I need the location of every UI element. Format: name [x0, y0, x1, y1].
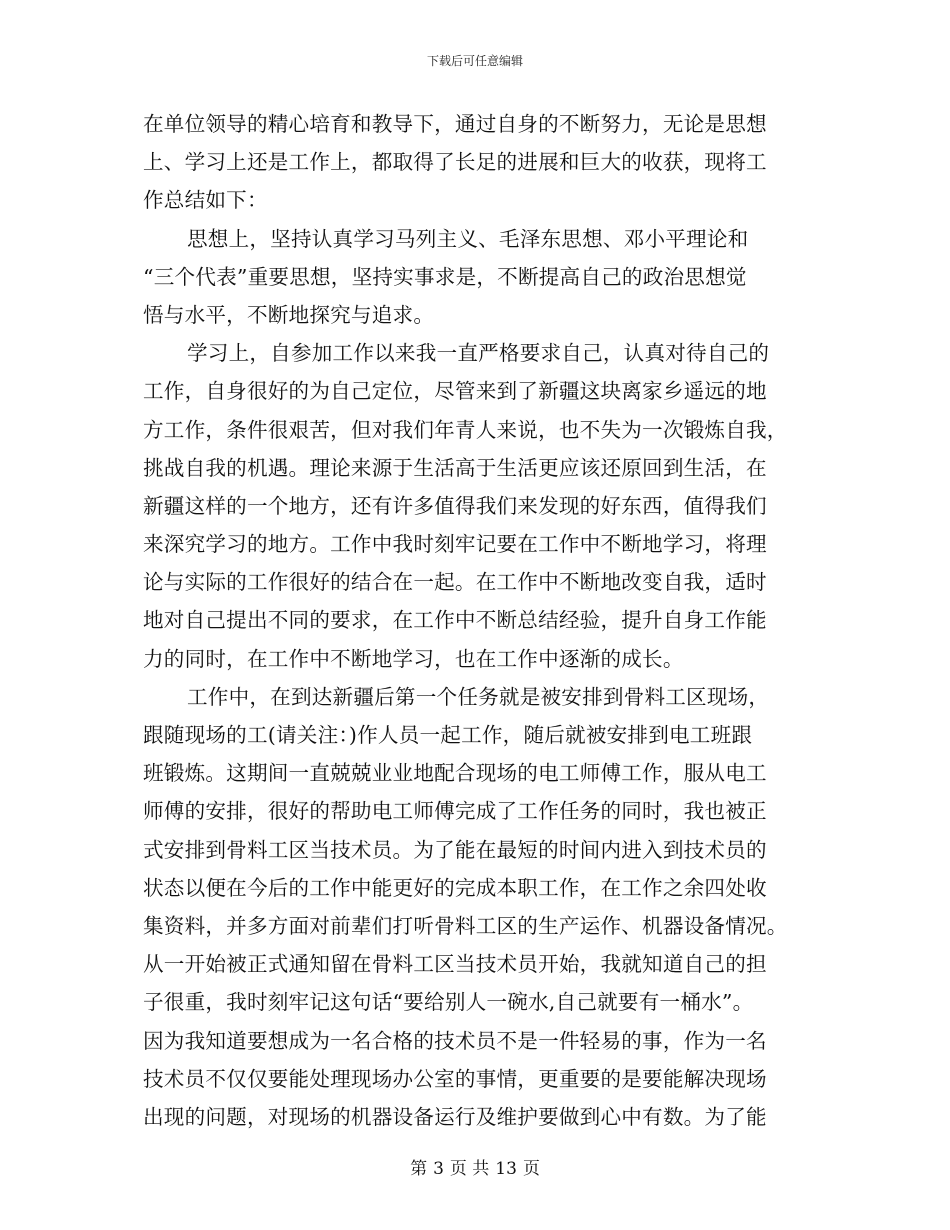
body-line: 方工作，条件很艰苦，但对我们年青人来说，也不失为一次锻炼自我， — [143, 417, 788, 442]
page-label-suffix: 页 — [522, 1159, 540, 1179]
body-line: 从一开始被正式通知留在骨料工区当技术员开始，我就知道自己的担 — [143, 952, 767, 977]
body-line: 来深究学习的地方。工作中我时刻牢记要在工作中不断地学习，将理 — [143, 532, 767, 557]
body-line: 新疆这样的一个地方，还有许多值得我们来发现的好东西，值得我们 — [143, 493, 767, 518]
body-line: 思想上，坚持认真学习马列主义、毛泽东思想、邓小平理论和 — [187, 226, 749, 251]
page-current-number: 3 — [433, 1159, 444, 1179]
page-label-prefix: 第 — [410, 1159, 428, 1179]
body-line: 悟与水平，不断地探究与追求。 — [143, 302, 435, 327]
page-label-mid: 页 共 — [449, 1159, 490, 1179]
body-line: 在单位领导的精心培育和教导下，通过自身的不断努力，无论是思想 — [143, 112, 767, 136]
page-header: 下载后可任意编辑 — [426, 54, 523, 68]
body-line: 工作，自身很好的为自己定位，尽管来到了新疆这块离家乡遥远的地 — [143, 379, 767, 404]
body-line: 学习上，自参加工作以来我一直严格要求自己，认真对待自己的 — [187, 341, 770, 366]
body-line: 因为我知道要想成为一名合格的技术员不是一件轻易的事，作为一名 — [143, 1028, 767, 1053]
body-line: 跟随现场的工(请关注：)作人员一起工作，随后就被安排到电工班跟 — [143, 723, 753, 747]
body-line: 状态以便在今后的工作中能更好的完成本职工作，在工作之余四处收 — [143, 875, 767, 900]
body-line: 集资料，并多方面对前辈们打听骨料工区的生产运作、机器设备情况。 — [143, 913, 788, 938]
body-line: 挑战自我的机遇。理论来源于生活高于生活更应该还原回到生活，在 — [143, 455, 767, 480]
body-line: 上、学习上还是工作上，都取得了长足的进展和巨大的收获，现将工 — [143, 150, 767, 175]
page-total-number: 13 — [495, 1159, 517, 1179]
body-line: “三个代表”重要思想，坚持实事求是，不断提高自己的政治思想觉 — [143, 264, 747, 289]
body-line: 出现的问题，对现场的机器设备运行及维护要做到心中有数。为了能 — [143, 1104, 767, 1129]
body-line: 式安排到骨料工区当技术员。为了能在最短的时间内进入到技术员的 — [143, 837, 767, 862]
body-line: 地对自己提出不同的要求，在工作中不断总结经验，提升自身工作能 — [143, 608, 767, 633]
body-line: 子很重，我时刻牢记这句话“要给别人一碗水,自己就要有一桶水”。 — [143, 990, 754, 1015]
body-line: 班锻炼。这期间一直兢兢业业地配合现场的电工师傅工作，服从电工 — [143, 761, 767, 786]
body-line: 力的同时，在工作中不断地学习，也在工作中逐渐的成长。 — [143, 646, 684, 671]
body-line: 工作中，在到达新疆后第一个任务就是被安排到骨料工区现场， — [187, 684, 770, 709]
document-body — [143, 105, 811, 1136]
page-footer — [0, 1154, 950, 1179]
body-line: 师傅的安排，很好的帮助电工师傅完成了工作任务的同时，我也被正 — [143, 799, 767, 824]
body-line: 技术员不仅仅要能处理现场办公室的事情，更重要的是要能解决现场 — [143, 1066, 767, 1091]
body-line: 论与实际的工作很好的结合在一起。在工作中不断地改变自我，适时 — [143, 570, 767, 595]
body-line: 作总结如下： — [143, 188, 268, 213]
